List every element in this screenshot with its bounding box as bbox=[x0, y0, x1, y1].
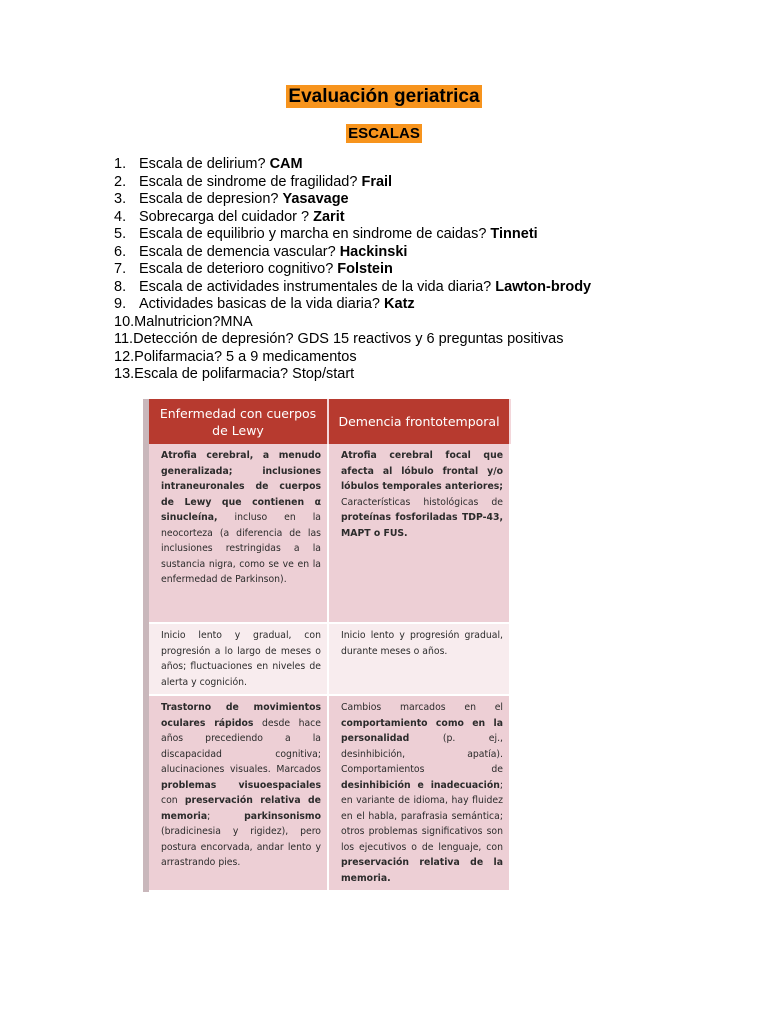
item-number: 2. bbox=[114, 173, 127, 190]
cell-text bbox=[232, 466, 262, 477]
item-number: 9. bbox=[114, 296, 127, 312]
scale-item bbox=[114, 174, 591, 192]
item-number: 5. bbox=[114, 226, 127, 242]
item-question: Escala de delirium? bbox=[139, 156, 270, 172]
scale-item bbox=[114, 349, 591, 367]
scale-item bbox=[114, 191, 591, 209]
table-cell bbox=[146, 623, 328, 695]
cell-text-bold: preservación relativa de la memoria. bbox=[341, 857, 503, 884]
cell-text: Características histológicas de bbox=[341, 496, 503, 508]
item-question: Escala de depresion? bbox=[139, 191, 283, 207]
cell-text: ; bbox=[207, 810, 245, 822]
item-number: 4. bbox=[114, 208, 127, 225]
cell-text-bold: problemas visuoespaciales bbox=[161, 779, 321, 791]
item-question: Escala de polifarmacia? Stop/start bbox=[134, 366, 355, 382]
cell-text: incluso en la neocorteza (a diferencia de las inclusiones restringidas a la sustancia nigra, como se ve en la enfermedad de Parkinson). bbox=[161, 512, 321, 585]
item-number: 10. bbox=[114, 313, 135, 330]
item-answer: Tinneti bbox=[490, 226, 538, 242]
scale-item bbox=[114, 314, 591, 332]
item-question: Polifarmacia? 5 a 9 medicamentos bbox=[134, 348, 357, 365]
item-answer: Folstein bbox=[337, 261, 393, 277]
item-answer: Katz bbox=[384, 296, 415, 312]
item-question: Escala de equilibrio y marcha en sindrome de caidas? bbox=[139, 226, 491, 242]
table-cell bbox=[328, 695, 510, 891]
scale-item bbox=[114, 261, 591, 279]
cell-text: desde hace años precediendo a la discapacidad cognitiva; alucinaciones visuales. Marcados bbox=[161, 717, 321, 775]
item-number: 6. bbox=[114, 243, 127, 260]
table-cell bbox=[328, 623, 510, 695]
item-question: Escala de sindrome de fragilidad? bbox=[139, 173, 362, 190]
cell-text: ; en variante de idioma, hay fluidez en el habla, parafrasia semántica; otros problemas significativos son los ejecutivos o de lenguaje, con bbox=[341, 779, 503, 853]
scale-item bbox=[114, 366, 591, 384]
cell-text-bold: parkinsonismo bbox=[244, 810, 321, 822]
table-row bbox=[146, 444, 510, 623]
item-answer: Frail bbox=[361, 173, 393, 190]
cell-text-bold: Trastorno de movimientos oculares rápidos bbox=[161, 702, 321, 729]
table-cell bbox=[146, 695, 328, 891]
item-answer: Lawton-brody bbox=[495, 278, 592, 295]
scale-item bbox=[114, 331, 591, 349]
item-number: 12. bbox=[114, 348, 135, 365]
item-question: Sobrecarga del cuidador ? bbox=[139, 208, 314, 225]
header-lewy: Enfermedad con cuerpos de Lewy bbox=[146, 399, 328, 444]
cell-text-bold: proteínas fosforiladas TDP-43, MAPT o FUS. bbox=[341, 512, 503, 539]
table-cell bbox=[146, 444, 328, 623]
cell-text-bold: inclusiones intraneuronales de cuerpos de Lewy que contienen α sinucleína, bbox=[161, 465, 321, 523]
scale-item bbox=[114, 296, 591, 314]
item-question: Actividades basicas de la vida diaria? bbox=[139, 296, 385, 312]
cell-text-bold: Atrofia cerebral focal que afecta al lóbulo frontal y/o lóbulos temporales anteriores; bbox=[341, 450, 503, 492]
item-question: Escala de actividades instrumentales de la vida diaria? bbox=[139, 278, 496, 295]
scale-item bbox=[114, 209, 591, 227]
document-title bbox=[0, 86, 768, 108]
item-number: 11. bbox=[114, 331, 134, 347]
item-number: 8. bbox=[114, 278, 127, 295]
cell-text: con bbox=[161, 795, 185, 806]
item-question: Malnutricion?MNA bbox=[134, 313, 253, 330]
cell-text: Cambios marcados en el bbox=[341, 702, 503, 713]
cell-text-bold: preservación relativa de memoria bbox=[161, 795, 321, 822]
header-frontotemporal: Demencia frontotemporal bbox=[328, 399, 510, 444]
document-title-text: Evaluación geriatrica bbox=[288, 86, 480, 107]
item-number: 3. bbox=[114, 191, 127, 207]
table-row bbox=[146, 695, 510, 891]
item-answer: Yasavage bbox=[282, 191, 349, 207]
item-number: 7. bbox=[114, 261, 127, 277]
cell-text: (p. ej., desinhibición, apatía). Comportamientos de bbox=[341, 733, 503, 775]
table-cell bbox=[328, 444, 510, 623]
cell-text: Inicio lento y gradual, con progresión a lo largo de meses o años; fluctuaciones en niveles de alerta y cognición. bbox=[161, 630, 321, 688]
item-number: 1. bbox=[114, 156, 127, 172]
section-subtitle-text: ESCALAS bbox=[348, 125, 420, 142]
item-answer: Zarit bbox=[313, 208, 345, 225]
item-question: Escala de deterioro cognitivo? bbox=[139, 261, 338, 277]
table-header-row bbox=[146, 399, 510, 444]
scale-item bbox=[114, 226, 591, 244]
scale-item bbox=[114, 279, 591, 297]
cell-text: (bradicinesia y rigidez), pero postura encorvada, andar lento y arrastrando pies. bbox=[161, 826, 321, 868]
item-answer: Hackinski bbox=[339, 243, 408, 260]
cell-text-bold: Atrofia cerebral, a menudo generalizada; bbox=[161, 450, 321, 477]
table-row bbox=[146, 623, 510, 695]
comparison-table bbox=[143, 399, 511, 892]
item-question: Escala de demencia vascular? bbox=[139, 243, 340, 260]
cell-text: Inicio lento y progresión gradual, durante meses o años. bbox=[341, 630, 503, 657]
item-question: Detección de depresión? GDS 15 reactivos y 6 preguntas positivas bbox=[133, 331, 564, 347]
section-subtitle bbox=[0, 125, 768, 143]
item-number: 13. bbox=[114, 366, 135, 382]
scale-item bbox=[114, 244, 591, 262]
scales-list bbox=[114, 156, 591, 384]
scale-item bbox=[114, 156, 591, 174]
cell-text-bold: comportamiento como en la personalidad bbox=[341, 717, 503, 744]
cell-text-bold: desinhibición e inadecuación bbox=[341, 779, 500, 791]
item-answer: CAM bbox=[269, 156, 303, 172]
